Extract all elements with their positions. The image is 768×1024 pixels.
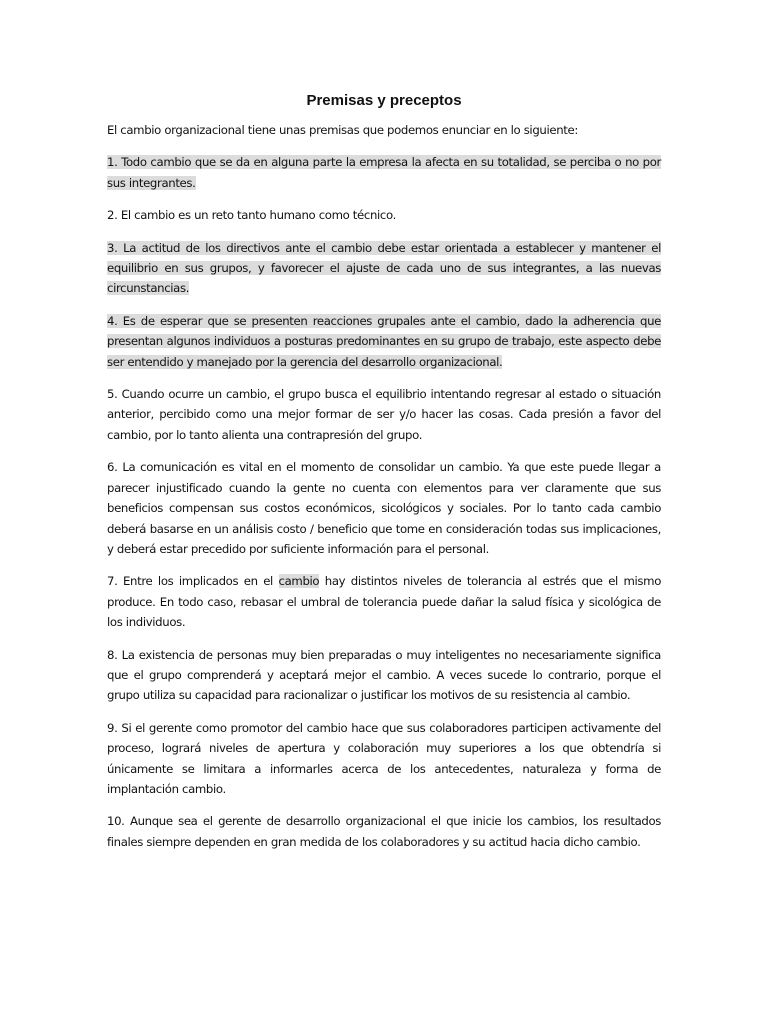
premise-8: 8. La existencia de personas muy bien preparadas o muy inteligentes no necesariamente significa que el grupo comprenderá y aceptará mejor el cambio. A veces sucede lo contrario, porque el grupo utiliza su capacidad para racionalizar o justificar los motivos de su resistencia al cambio. xyxy=(107,647,661,703)
premise-4-highlighted-text: 4. Es de esperar que se presenten reacciones grupales ante el cambio, dado la adherencia que presentan algunos individuos a posturas predominantes en su grupo de trabajo, este aspecto debe ser entendido y manejado por la gerencia del desarrollo organizacional. xyxy=(107,313,661,369)
premise-4 xyxy=(107,311,661,372)
premise-2: 2. El cambio es un reto tanto humano como técnico. xyxy=(107,208,396,223)
premise-7-text-end: hay distintos niveles de tolerancia al estrés que el mismo produce. En todo caso, rebasar el umbral de tolerancia puede dañar la salud física y sicológica de los individuos. xyxy=(107,574,661,630)
premise-9: 9. Si el gerente como promotor del cambio hace que sus colaboradores participen activamente del proceso, logrará niveles de apertura y colaboración muy superiores a los que obtendría si únicamente se limitara a informarles acerca de los antecedentes, naturaleza y forma de implantación cambio. xyxy=(107,720,661,796)
intro-paragraph: El cambio organizacional tiene unas premisas que podemos enunciar en lo siguiente: xyxy=(107,123,578,137)
premise-10: 10. Aunque sea el gerente de desarrollo organizacional el que inicie los cambios, los resultados finales siempre dependen en gran medida de los colaboradores y su actitud hacia dicho cambio. xyxy=(107,814,661,849)
premise-1 xyxy=(107,152,661,193)
premise-3 xyxy=(107,238,661,299)
premise-7 xyxy=(107,571,661,632)
premise-1-highlighted-text: 1. Todo cambio que se da en alguna parte la empresa la afecta en su totalidad, se perciba o no por sus integrantes. xyxy=(107,155,661,190)
premise-7-highlighted-word: cambio xyxy=(278,574,320,589)
premise-5: 5. Cuando ocurre un cambio, el grupo busca el equilibrio intentando regresar al estado o situación anterior, percibido como una mejor formar de ser y/o hacer las cosas. Cada presión a favor del cambio, por lo tanto alienta una contrapresión del grupo. xyxy=(107,387,661,442)
premise-3-highlighted-text: 3. La actitud de los directivos ante el cambio debe estar orientada a establecer y mantener el equilibrio en sus grupos, y favorecer el ajuste de cada uno de sus integrantes, a las nuevas circunstancias. xyxy=(107,240,661,296)
document-body xyxy=(107,120,661,864)
premise-6: 6. La comunicación es vital en el momento de consolidar un cambio. Ya que este puede llegar a parecer injustificado cuando la gente no cuenta con elementos para ver claramente que sus beneficios compensan sus costos económicos, sicológicos y sociales. Por lo tanto cada cambio deberá basarse en un análisis costo / beneficio que tome en consideración todas sus implicaciones, y deberá estar precedido por suficiente información para el personal. xyxy=(107,460,661,556)
premise-7-text-start: 7. Entre los implicados en el xyxy=(107,574,279,589)
page-title: Premisas y preceptos xyxy=(306,92,462,109)
